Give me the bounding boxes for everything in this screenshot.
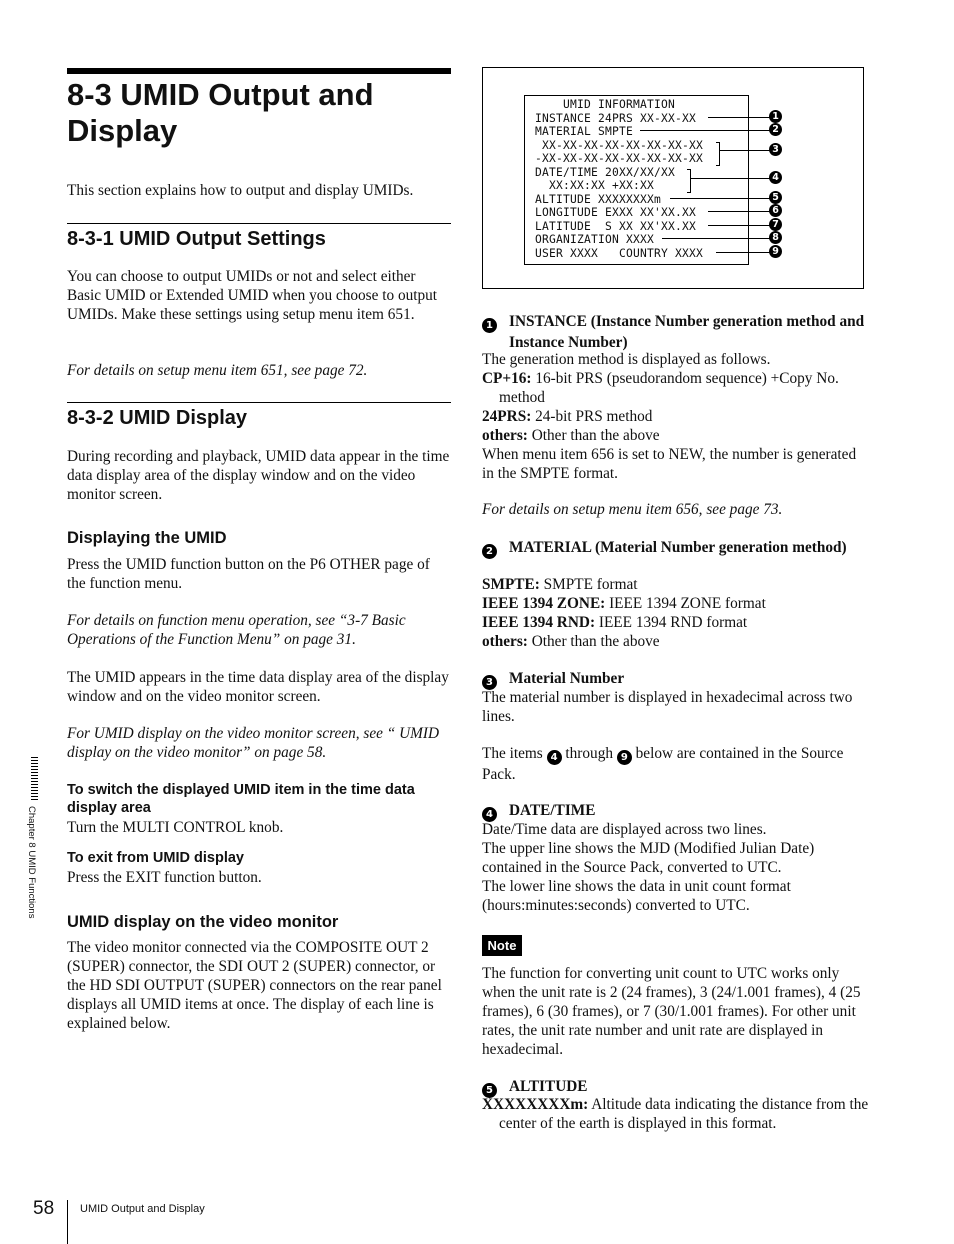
definition-desc: SMPTE format	[539, 576, 638, 593]
section-rule	[67, 402, 451, 403]
note-text: The function for converting unit count to UTC works only when the unit rate is 2 (24 frames), 3 (24/1.001 frames), 4 (25 frames), 6 (30 frames), or 7 (30/1.001 frames). For other unit rates, the unit rate number and unit rate are displayed in hexadecimal.	[482, 965, 861, 1058]
altitude-definition	[482, 1095, 883, 1133]
item-heading-instance	[482, 312, 893, 352]
definition-item	[482, 632, 866, 651]
callout-leader	[708, 225, 770, 226]
callout-leader	[640, 130, 770, 131]
screen-line: INSTANCE 24PRS XX-XX-XX	[535, 111, 697, 125]
section-rule	[67, 223, 451, 224]
screen-line: ORGANIZATION XXXX	[535, 233, 655, 246]
definition-desc: 16-bit PRS (pseudorandom sequence) +Copy No. method	[499, 370, 839, 406]
definition-item	[482, 426, 866, 445]
text-run: below are contained in the Source Pack.	[482, 745, 844, 783]
callout-number: 2	[769, 123, 782, 136]
output-settings-text: You can choose to output UMIDs or not and select either Basic UMID or Extended UMID when you choose to output UMIDs. Make these settings using setup menu item 651.	[67, 268, 438, 323]
item-title: ALTITUDE	[509, 1078, 588, 1095]
function-menu-reference: For details on function menu operation, see “3-7 Basic Operations of the Function Menu” on page 31.	[67, 612, 406, 648]
displaying-umid-text: Press the UMID function button on the P6 OTHER page of the function menu.	[67, 556, 430, 592]
exit-display-text: Press the EXIT function button.	[67, 869, 262, 886]
screen-line: XX-XX-XX-XX-XX-XX-XX-XX	[535, 138, 704, 152]
definition-term: CP+16:	[482, 370, 532, 387]
screen-line: DATE/TIME 20XX/XX/XX	[535, 165, 676, 179]
subheading-exit-display: To exit from UMID display	[67, 850, 244, 866]
callout-leader	[690, 178, 770, 179]
item-heading-material-number	[482, 669, 893, 690]
callout-leader	[716, 252, 770, 253]
footer-title: UMID Output and Display	[80, 1203, 205, 1215]
intro-text: This section explains how to output and display UMIDs.	[67, 182, 414, 199]
definition-item	[482, 613, 866, 632]
callout-number: 5	[769, 191, 782, 204]
definition-item	[482, 575, 866, 594]
callout-bracket	[716, 142, 720, 166]
subheading-switch-item: To switch the displayed UMID item in the time data display area	[67, 782, 415, 816]
callout-number: 1	[769, 110, 782, 123]
item-heading-material	[482, 538, 893, 559]
callout-number: 3	[769, 143, 782, 156]
chapter-side-label-text: Chapter 8 UMID Functions	[26, 806, 37, 919]
item-number-badge: 2	[482, 544, 497, 559]
chapter-side-label	[25, 806, 39, 956]
setup-656-reference: For details on setup menu item 656, see page 73.	[482, 501, 783, 518]
definition-item	[482, 594, 866, 613]
section-heading-output-settings: 8-3-1 UMID Output Settings	[67, 228, 326, 250]
item-number-badge: 9	[617, 750, 632, 765]
screen-line: LATITUDE S XX XX'XX.XX	[535, 219, 697, 233]
page-number: 58	[33, 1198, 55, 1219]
callout-leader	[708, 117, 770, 118]
definition-desc: 24-bit PRS method	[531, 408, 653, 425]
definition-desc: IEEE 1394 ZONE format	[605, 595, 766, 612]
subheading-displaying-umid: Displaying the UMID	[67, 529, 227, 547]
definition-term: others:	[482, 633, 528, 650]
umid-appears-text: The UMID appears in the time data display area of the display window and on the video monitor screen.	[67, 669, 449, 705]
output-settings-reference: For details on setup menu item 651, see page 72.	[67, 362, 368, 379]
monitor-screen-text	[535, 98, 703, 260]
screen-line: LONGITUDE EXXX XX'XX.XX	[535, 206, 697, 219]
item-number-badge: 3	[482, 675, 497, 690]
screen-line: MATERIAL SMPTE	[535, 125, 634, 138]
screen-line: -XX-XX-XX-XX-XX-XX-XX-XX	[535, 152, 704, 165]
definition-term: SMPTE:	[482, 576, 540, 593]
item-number-badge: 1	[482, 318, 497, 333]
chapter-top-rule	[67, 68, 451, 74]
callout-leader	[719, 150, 770, 151]
callout-number: 4	[769, 171, 782, 184]
umid-display-text: During recording and playback, UMID data appear in the time data display area of the display window and on the video monitor screen.	[67, 448, 450, 503]
definition-item	[482, 407, 866, 426]
item-title: Material Number	[509, 670, 625, 687]
video-monitor-reference: For UMID display on the video monitor screen, see “ UMID display on the video monitor” on page 58.	[67, 725, 440, 761]
callout-number: 7	[769, 218, 782, 231]
screen-line: ALTITUDE XXXXXXXXm	[535, 192, 662, 206]
callout-number: 8	[769, 231, 782, 244]
screen-line: USER XXXX COUNTRY XXXX	[535, 246, 704, 260]
text-run: through	[561, 745, 617, 762]
item-title: MATERIAL (Material Number generation method)	[509, 539, 847, 556]
date-time-line: The upper line shows the MJD (Modified Julian Date) contained in the Source Pack, converted to UTC.	[482, 840, 815, 876]
note-badge: Note	[482, 935, 522, 956]
source-pack-text	[482, 744, 866, 784]
callout-number: 6	[769, 204, 782, 217]
instance-new-text: When menu item 656 is set to NEW, the number is generated in the SMPTE format.	[482, 446, 857, 482]
section-heading-umid-display: 8-3-2 UMID Display	[67, 407, 248, 429]
chapter-title: 8-3 UMID Output and Display	[67, 77, 374, 148]
item-number-badge: 4	[482, 807, 497, 822]
switch-item-text: Turn the MULTI CONTROL knob.	[67, 819, 284, 836]
definition-desc: IEEE 1394 RND format	[595, 614, 748, 631]
definition-desc: Other than the above	[527, 427, 660, 444]
video-monitor-text: The video monitor connected via the COMPOSITE OUT 2 (SUPER) connector, the SDI OUT 2 (SUPER) connector, or the HD SDI OUTPUT (SUPER) connectors on the rear panel displays all UMID items at once. The display of each line is explained below.	[67, 939, 442, 1032]
footer-rule	[67, 1200, 68, 1244]
callout-leader	[662, 238, 770, 239]
date-time-line: The lower line shows the data in unit count format (hours:minutes:seconds) converted to UTC.	[482, 878, 791, 914]
definition-desc: Altitude data indicating the distance from the center of the earth is displayed in this format.	[499, 1096, 869, 1132]
callout-leader	[670, 198, 770, 199]
item-heading-date-time	[482, 801, 893, 822]
definition-term: XXXXXXXXm:	[482, 1096, 589, 1113]
screen-line: UMID INFORMATION	[535, 98, 676, 111]
definition-item	[482, 369, 866, 407]
instance-description	[482, 350, 866, 483]
callout-number: 9	[769, 245, 782, 258]
item-title: INSTANCE (Instance Number generation method and Instance Number)	[509, 313, 865, 351]
item-title: DATE/TIME	[509, 802, 596, 819]
definition-term: IEEE 1394 ZONE:	[482, 595, 606, 612]
callout-bracket	[687, 169, 691, 193]
instance-text: The generation method is displayed as follows.	[482, 351, 771, 368]
item-number-badge: 4	[547, 750, 562, 765]
definition-term: IEEE 1394 RND:	[482, 614, 596, 631]
definition-term: 24PRS:	[482, 408, 532, 425]
callout-leader	[708, 211, 770, 212]
date-time-description	[482, 820, 866, 915]
definition-term: others:	[482, 427, 528, 444]
material-description	[482, 575, 866, 651]
definition-desc: Other than the above	[527, 633, 660, 650]
chapter-tab-stripes	[31, 757, 38, 801]
screen-line: XX:XX:XX +XX:XX	[535, 179, 655, 192]
date-time-line: Date/Time data are displayed across two lines.	[482, 821, 767, 838]
subheading-video-monitor: UMID display on the video monitor	[67, 913, 339, 931]
item-number-badge: 5	[482, 1083, 497, 1098]
text-run: The items	[482, 745, 547, 762]
material-number-text: The material number is displayed in hexadecimal across two lines.	[482, 689, 853, 725]
